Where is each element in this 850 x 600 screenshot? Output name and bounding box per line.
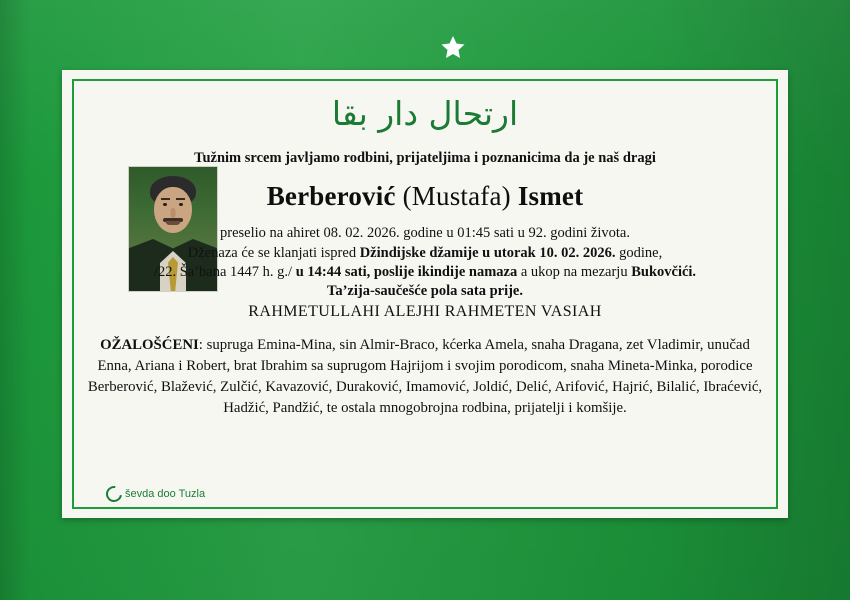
lead-text: Tužnim srcem javljamo rodbini, prijateljima i poznanicima da je naš dragi bbox=[194, 150, 656, 167]
deceased-surname: Berberović bbox=[266, 181, 396, 212]
obituary-card bbox=[62, 70, 788, 518]
blessing-line: RAHMETULLAHI ALEJHI RAHMETEN VASIAH bbox=[248, 303, 602, 321]
swirl-icon bbox=[103, 483, 125, 505]
star-icon bbox=[442, 36, 465, 58]
publisher-name: ševda doo Tuzla bbox=[125, 488, 206, 500]
tazija-line: Ta’zija-saučešće pola sata prije. bbox=[327, 283, 523, 300]
mourners-block bbox=[84, 335, 766, 419]
card-content bbox=[84, 90, 766, 504]
publisher-logo bbox=[106, 486, 205, 502]
crescent-icon bbox=[365, 9, 485, 75]
burial-place: Bukovčići. bbox=[631, 263, 697, 280]
hijri-date: /22. Ša’bana 1447 h. g./ bbox=[153, 263, 296, 280]
funeral-place-date: Džindijske džamije u utorak 10. 02. 2026. bbox=[359, 244, 616, 261]
funeral-line-prefix: Dženaza će se klanjati ispred bbox=[187, 244, 360, 261]
funeral-line bbox=[84, 244, 766, 263]
death-line-1: preselio na ahiret 08. 02. 2026. godine u 01:45 sati u 92. godini života. bbox=[220, 225, 630, 242]
deceased-given-name: Ismet bbox=[517, 181, 584, 212]
deceased-father-name: (Mustafa) bbox=[402, 181, 511, 212]
deceased-name bbox=[84, 181, 766, 212]
mourners-list: : supruga Emina-Mina, sin Almir-Braco, kćerka Amela, snaha Dragana, zet Vladimir, unučad Enna, Ariana i Robert, brat Ibrahim sa suprugom Hajrijom i svojim porodicom, snaha Mineta-Minka, porodice Berberović, Blažević, Zulčić, Kavazović, Duraković, Imamović, Joldić, Delić, Arifović, Hajrić, Bilalić, Ibraćević, Hadžić, Pandžić, te ostala mnogobrojna rodbina, prijatelji i komšije. bbox=[87, 337, 763, 417]
burial-prefix: a ukop na mezarju bbox=[517, 263, 632, 280]
mourners-label: OŽALOŠĆENI bbox=[100, 337, 199, 354]
death-details bbox=[84, 224, 766, 301]
arabic-calligraphy: ارتحال دار بقا bbox=[331, 94, 519, 133]
crescent-and-star-symbol bbox=[0, 8, 850, 76]
funeral-line-suffix: godine, bbox=[615, 244, 663, 261]
funeral-time: u 14:44 sati, poslije ikindije namaza bbox=[295, 263, 518, 280]
hijri-line bbox=[84, 263, 766, 282]
